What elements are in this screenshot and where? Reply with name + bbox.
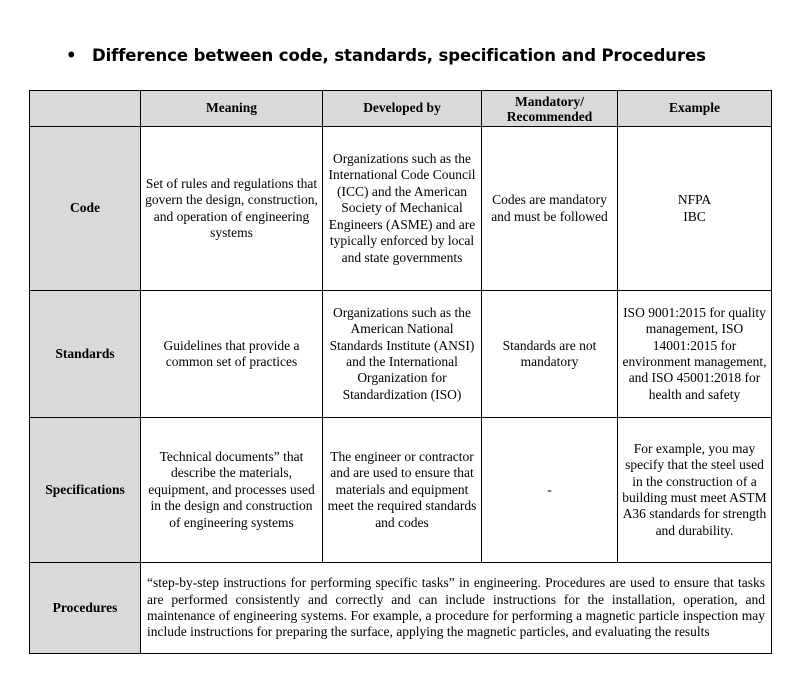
row-header: Specifications (30, 418, 141, 563)
row-header: Standards (30, 291, 141, 418)
mandatory-cell: - (482, 418, 618, 563)
column-header: Mandatory/ Recommended (482, 91, 618, 127)
meaning-cell: Guidelines that provide a common set of practices (141, 291, 323, 418)
heading-text: Difference between code, standards, specification and Procedures (92, 46, 706, 65)
comparison-table (29, 90, 772, 654)
example-line: NFPA (677, 192, 712, 208)
example-cell: For example, you may specify that the steel used in the construction of a building must meet ASTM A36 standards for strength and durability. (618, 418, 772, 563)
developed-by-cell: Organizations such as the International Code Council (ICC) and the American Society of Mechanical Engineers (ASME) and are typically enforced by local and state governments (323, 127, 482, 291)
row-header: Procedures (30, 563, 141, 654)
example-cell: ISO 9001:2015 for quality management, ISO 14001:2015 for environment management, and ISO 45001:2018 for health and safety (618, 291, 772, 418)
page-heading (66, 46, 706, 65)
table-row (30, 563, 772, 654)
developed-by-cell: Organizations such as the American National Standards Institute (ANSI) and the International Organization for Standardization (ISO) (323, 291, 482, 418)
corner-cell (30, 91, 141, 127)
developed-by-cell: The engineer or contractor and are used to ensure that materials and equipment meet the required standards and codes (323, 418, 482, 563)
column-header: Example (618, 91, 772, 127)
mandatory-cell: Codes are mandatory and must be followed (482, 127, 618, 291)
column-header: Developed by (323, 91, 482, 127)
meaning-cell: Set of rules and regulations that govern the design, construction, and operation of engineering systems (141, 127, 323, 291)
meaning-cell: Technical documents” that describe the materials, equipment, and processes used in the design and construction of engineering systems (141, 418, 323, 563)
table-header-row (30, 91, 772, 127)
mandatory-cell: Standards are not mandatory (482, 291, 618, 418)
table-row (30, 291, 772, 418)
column-header: Meaning (141, 91, 323, 127)
bullet-icon: • (66, 46, 77, 65)
table-row (30, 418, 772, 563)
example-line: IBC (683, 208, 706, 224)
example-cell (618, 127, 772, 291)
row-header: Code (30, 127, 141, 291)
procedures-description-cell: “step-by-step instructions for performing specific tasks” in engineering. Procedures are used to ensure that tasks are performed consistently and correctly and can include instructions for the installation, operation, and maintenance of engineering systems. For example, a procedure for performing a magnetic particle inspection may include instructions for preparing the surface, applying the magnetic particles, and evaluating the results (141, 563, 772, 654)
table-row (30, 127, 772, 291)
